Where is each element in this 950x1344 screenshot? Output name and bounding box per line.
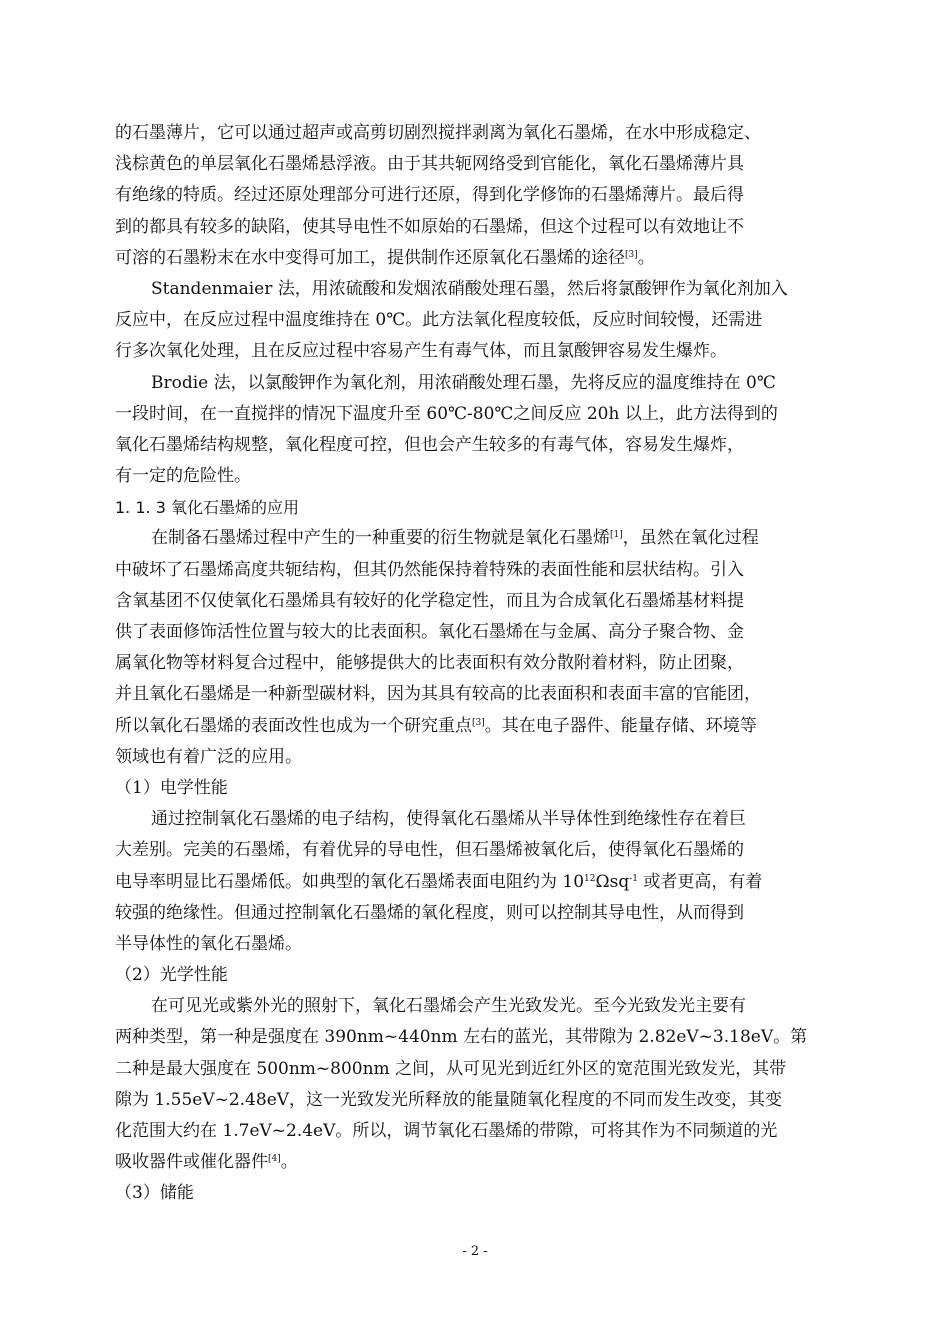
text-line <box>115 867 837 898</box>
paragraph-brodie-method <box>115 368 837 493</box>
text-span: 。其在电子器件、能量存储、环境等 <box>484 715 757 736</box>
paragraph-electrical-properties <box>115 804 837 960</box>
text-line: 两种类型，第一种是强度在 390nm~440nm 左右的蓝光，其带隙为 2.82eV~3.18eV。第 <box>115 1027 808 1048</box>
text-line: 二种是最大强度在 500nm~800nm 之间，从可见光到近红外区的宽范围光致发光，其带 <box>115 1058 787 1079</box>
text-line: 中破坏了石墨烯高度共轭结构，但其仍然能保持着特殊的表面性能和层状结构。引入 <box>115 559 744 580</box>
text-span: 所以氧化石墨烯的表面改性也成为一个研究重点 <box>115 715 472 736</box>
paragraph-graphene-oxide-exfoliation <box>115 118 837 274</box>
text-line: 较强的绝缘性。但通过控制氧化石墨烯的氧化程度，则可以控制其导电性，从而得到 <box>115 902 744 923</box>
text-line: 供了表面修饰活性位置与较大的比表面积。氧化石墨烯在与金属、高分子聚合物、金 <box>115 622 744 643</box>
text-span: 或者更高，有着 <box>637 871 763 892</box>
text-line <box>115 711 837 742</box>
text-span: ，虽然在氧化过程 <box>622 528 759 549</box>
page-body <box>115 118 837 1210</box>
text-line: 半导体性的氧化石墨烯。 <box>115 933 302 954</box>
text-span: 。 <box>637 247 655 268</box>
superscript: 12 <box>584 873 596 884</box>
text-line: 通过控制氧化石墨烯的电子结构，使得氧化石墨烯从半导体性到绝缘性存在着巨 <box>151 809 746 830</box>
paragraph-applications-intro <box>115 523 837 773</box>
text-line: Brodie 法，以氯酸钾作为氧化剂，用浓硝酸处理石墨，先将反应的温度维持在 0℃ <box>151 372 776 393</box>
text-span: 在制备石墨烯过程中产生的一种重要的衍生物就是氧化石墨烯 <box>151 528 610 549</box>
text-line: 并且氧化石墨烯是一种新型碳材料，因为其具有较高的比表面积和表面丰富的官能团， <box>115 684 761 705</box>
text-line: Standenmaier 法，用浓硫酸和发烟浓硝酸处理石墨，然后将氯酸钾作为氧化剂加入 <box>151 278 788 299</box>
page-number: - 2 - <box>462 1244 488 1259</box>
text-line <box>115 1147 837 1178</box>
citation-ref: [3] <box>472 717 485 728</box>
citation-ref: [1] <box>610 530 623 541</box>
text-line: 化范围大约在 1.7eV~2.4eV。所以，调节氧化石墨烯的带隙，可将其作为不同频道的光 <box>115 1121 778 1142</box>
text-span: 电导率明显比石墨烯低。如典型的氧化石墨烯表面电阻约为 10 <box>115 871 585 892</box>
text-line: 一段时间，在一直搅拌的情况下温度升至 60℃-80℃之间反应 20h 以上，此方法得到的 <box>115 403 778 424</box>
text-line: 含氧基团不仅使氧化石墨烯具有较好的化学稳定性，而且为合成氧化石墨烯基材料提 <box>115 590 744 611</box>
text-line: 隙为 1.55eV~2.48eV，这一光致发光所释放的能量随氧化程度的不同而发生改变，其变 <box>115 1089 783 1110</box>
paragraph-standenmaier-method <box>115 274 837 368</box>
text-line: 有绝缘的特质。经过还原处理部分可进行还原，得到化学修饰的石墨烯薄片。最后得 <box>115 185 744 206</box>
text-line: 大差别。完美的石墨烯，有着优异的导电性，但石墨烯被氧化后，使得氧化石墨烯的 <box>115 840 744 861</box>
text-line: 行多次氧化处理，且在反应过程中容易产生有毒气体，而且氯酸钾容易发生爆炸。 <box>115 341 727 362</box>
subsection-label-energy-storage: （3）储能 <box>115 1183 194 1204</box>
section-heading: 1. 1. 3 氧化石墨烯的应用 <box>115 498 299 518</box>
text-line: 浅棕黄色的单层氧化石墨烯悬浮液。由于其共轭网络受到官能化，氧化石墨烯薄片具 <box>115 154 744 175</box>
text-line: 氧化石墨烯结构规整，氧化程度可控，但也会产生较多的有毒气体，容易发生爆炸， <box>115 434 744 455</box>
text-line: 有一定的危险性。 <box>115 466 251 487</box>
text-span: 可溶的石墨粉末在水中变得可加工，提供制作还原氧化石墨烯的途径 <box>115 247 625 268</box>
text-line: 的石墨薄片，它可以通过超声或高剪切剧烈搅拌剥离为氧化石墨烯，在水中形成稳定、 <box>115 123 761 143</box>
paragraph-optical-properties <box>115 991 837 1178</box>
subsection-label-optical: （2）光学性能 <box>115 965 228 986</box>
text-line <box>115 243 837 274</box>
text-span: 。 <box>280 1152 298 1173</box>
text-line <box>115 523 837 554</box>
text-span: Ωsq <box>595 871 630 892</box>
citation-ref: [3] <box>625 249 638 260</box>
text-line: 到的都具有较多的缺陷，使其导电性不如原始的石墨烯，但这个过程可以有效地让不 <box>115 216 744 237</box>
text-line: 领域也有着广泛的应用。 <box>115 746 302 767</box>
superscript: -1 <box>629 873 638 884</box>
text-line: 反应中，在反应过程中温度维持在 0℃。此方法氧化程度较低，反应时间较慢，还需进 <box>115 310 763 331</box>
subsection-label-electrical: （1）电学性能 <box>115 777 228 798</box>
text-line: 属氧化物等材料复合过程中，能够提供大的比表面积有效分散附着材料，防止团聚， <box>115 653 744 674</box>
text-line: 在可见光或紫外光的照射下，氧化石墨烯会产生光致发光。至今光致发光主要有 <box>151 996 746 1017</box>
text-span: 吸收器件或催化器件 <box>115 1152 268 1173</box>
citation-ref: [4] <box>268 1154 281 1165</box>
